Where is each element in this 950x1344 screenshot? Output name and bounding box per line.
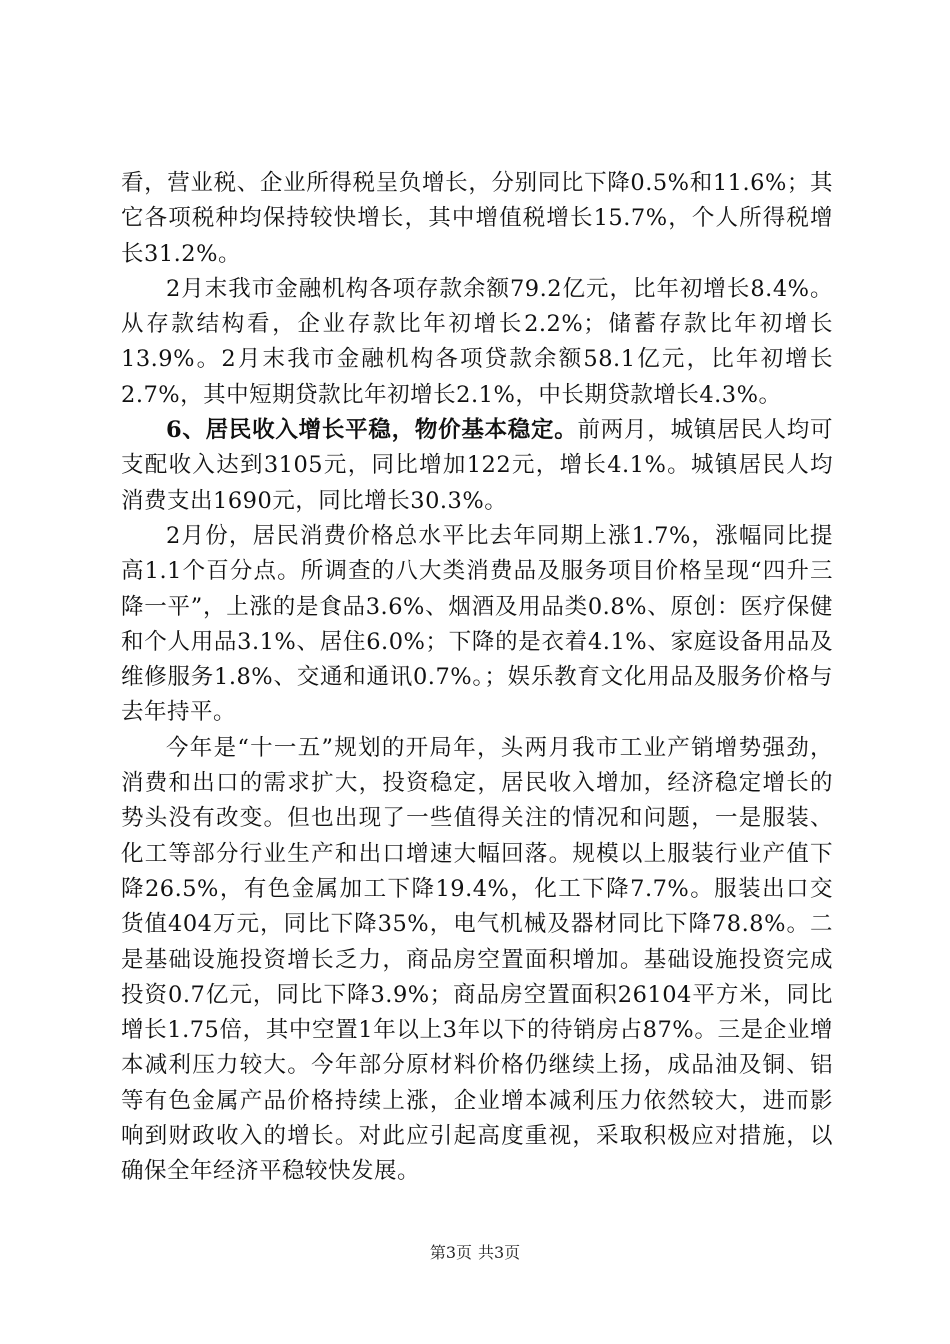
paragraph-tax-continued [121,166,833,272]
paragraph-cpi [121,519,833,731]
paragraph-text: 看，营业税、企业所得税呈负增长，分别同比下降0.5%和11.6%；其它各项税种均保持较快增长，其中增值税增长15.7%，个人所得税增长31.2%。 [121,170,833,267]
paragraph-text: 今年是“十一五”规划的开局年，头两月我市工业产销增势强劲，消费和出口的需求扩大，投资稳定，居民收入增加，经济稳定增长的势头没有改变。但也出现了一些值得关注的情况和问题，一是服装、化工等部分行业生产和出口增速大幅回落。规模以上服装行业产值下降26.5%，有色金属加工下降19.4%，化工下降7.7%。服装出口交货值404万元，同比下降35%，电气机械及器材同比下降78.8%。二是基础设施投资增长乏力，商品房空置面积增加。基础设施投资完成投资0.7亿元，同比下降3.9%；商品房空置面积26104平方米，同比增长1.75倍，其中空置1年以上3年以下的待销房占87%。三是企业增本减利压力较大。今年部分原材料价格仍继续上扬，成品油及铜、铝等有色金属产品价格持续上涨，企业增本减利压力依然较大，进而影响到财政收入的增长。对此应引起高度重视，采取积极应对措施，以确保全年经济平稳较快发展。 [121,734,833,1185]
document-body [121,166,833,1190]
paragraph-text: 前两月，城镇居民人均可支配收入达到3105元，同比增加122元，增长4.1%。城镇居民人均消费支出1690元，同比增长30.3%。 [121,417,833,514]
paragraph-deposits-loans [121,272,833,413]
page-total: 共3页 [478,1243,521,1262]
page-footer [0,1242,950,1264]
paragraph-income-prices [121,413,833,519]
page-number: 第3页 [429,1243,472,1262]
paragraph-summary-issues [121,731,833,1190]
section-heading-income: 6、居民收入增长平稳，物价基本稳定。 [166,417,578,444]
paragraph-text: 2月末我市金融机构各项存款余额79.2亿元，比年初增长8.4%。从存款结构看，企业存款比年初增长2.2%；储蓄存款比年初增长13.9%。2月末我市金融机构各项贷款余额58.1亿元，比年初增长2.7%，其中短期贷款比年初增长2.1%，中长期贷款增长4.3%。 [121,275,833,408]
paragraph-text: 2月份，居民消费价格总水平比去年同期上涨1.7%，涨幅同比提高1.1个百分点。所调查的八大类消费品及服务项目价格呈现“四升三降一平”，上涨的是食品3.6%、烟酒及用品类0.8%、原创：医疗保健和个人用品3.1%、居住6.0%；下降的是衣着4.1%、家庭设备用品及维修服务1.8%、交通和通讯0.7%。；娱乐教育文化用品及服务价格与去年持平。 [121,522,833,726]
